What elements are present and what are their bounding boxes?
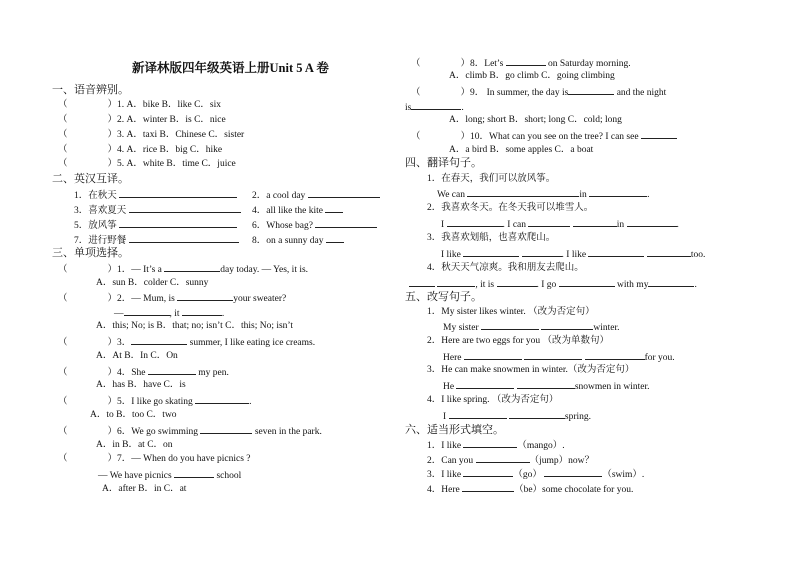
list-item: （ ）2. A．winter B．is C．nice	[58, 115, 226, 125]
question: （ ）1．— It’s a day today. — Yes, it is.	[58, 262, 308, 276]
section-3-heading: 三、单项选择。	[52, 247, 129, 259]
rewrite-prompt: 4．I like spring. （改为否定句）	[427, 395, 559, 405]
question: （ ）10．What can you see on the tree? I can see	[411, 129, 677, 143]
answer-line: I like . I like too.	[441, 247, 705, 261]
question: （ ）9． In summer, the day is and the night	[411, 85, 666, 99]
list-item: （ ）5. A．white B．time C．juice	[58, 159, 236, 169]
question-options: A．At B．In C．On	[96, 351, 178, 361]
answer-line: We can in .	[437, 187, 650, 201]
answer-line: Here for you.	[443, 350, 675, 364]
rewrite-prompt: 3．He can make snowmen in winter.（改为否定句）	[427, 365, 635, 375]
question: （ ）7．— When do you have picnics ?	[58, 454, 251, 464]
question-line: is .	[405, 100, 464, 114]
question: （ ）5．I like go skating .	[58, 394, 252, 408]
list-item: （ ）3. A．taxi B．Chinese C．sister	[58, 130, 245, 140]
translate-prompt: 4．秋天天气凉爽。我和朋友去爬山。	[427, 263, 584, 273]
list-item: 8．on a sunny day	[252, 233, 344, 247]
question-options: A．this; No; is B．that; no; isn’t C．this; No; isn’t	[96, 321, 294, 331]
question: （ ）8．Let’s on Saturday morning.	[411, 56, 631, 70]
section-1-heading: 一、语音辨别。	[52, 84, 129, 96]
section-2-heading: 二、英汉互译。	[52, 173, 129, 185]
rewrite-prompt: 1．My sister likes winter. （改为否定句）	[427, 307, 595, 317]
question: （ ）2．— Mum, is your sweater?	[58, 291, 286, 305]
page-title: 新译林版四年级英语上册Unit 5 A 卷	[132, 61, 329, 75]
translate-prompt: 3．我喜欢划船，也喜欢爬山。	[427, 233, 556, 243]
question-options: A．has B．have C．is	[96, 380, 186, 390]
list-item: （ ）4. A．rice B．big C．hike	[58, 145, 223, 155]
list-item: 3．喜欢夏天	[74, 203, 241, 217]
answer-line: I spring.	[443, 409, 591, 423]
question-line: — , it .	[114, 306, 224, 320]
list-item: （ ）1. A．bike B．like C．six	[58, 100, 222, 110]
question-options: A．to B．too C．two	[90, 410, 177, 420]
fill-item: 1．I like （mango）.	[427, 438, 565, 452]
question: （ ）6．We go swimming seven in the park.	[58, 424, 322, 438]
fill-item: 3．I like （go） （swim）.	[427, 467, 644, 481]
section-5-heading: 五、改写句子。	[405, 291, 482, 303]
question-options: A．in B．at C．on	[96, 440, 173, 450]
question: （ ）3． summer, I like eating ice creams.	[58, 335, 315, 349]
question-options: A．a bird B．some apples C．a boat	[449, 145, 594, 155]
list-item: 7．进行野餐	[74, 233, 239, 247]
translate-prompt: 1．在春天，我们可以放风筝。	[427, 174, 556, 184]
section-4-heading: 四、翻译句子。	[405, 157, 482, 169]
rewrite-prompt: 2．Here are two eggs for you （改为单数句）	[427, 336, 610, 346]
answer-line: I . I can in .	[441, 217, 679, 231]
fill-item: 2．Can you （jump）now？	[427, 453, 594, 467]
list-item: 4．all like the kite	[252, 203, 343, 217]
question: （ ）4．She my pen.	[58, 365, 229, 379]
question-options: A．long; short B．short; long C．cold; long	[449, 115, 622, 125]
list-item: 2．a cool day	[252, 188, 380, 202]
translate-prompt: 2．我喜欢冬天。在冬天我可以堆雪人。	[427, 203, 594, 213]
section-6-heading: 六、适当形式填空。	[405, 424, 504, 436]
question-options: A．sun B．colder C．sunny	[96, 278, 209, 288]
list-item: 6．Whose bag?	[252, 218, 377, 232]
question-line: — We have picnics school	[98, 468, 241, 482]
list-item: 1．在秋天	[74, 188, 237, 202]
answer-line: My sister winter.	[443, 320, 620, 334]
list-item: 5．放风筝	[74, 218, 237, 232]
answer-line: , it is . I go with my .	[409, 277, 697, 291]
question-options: A．after B．in C．at	[102, 484, 187, 494]
fill-item: 4．Here （be）some chocolate for you.	[427, 482, 633, 496]
question-options: A．climb B．go climb C．going climbing	[449, 71, 615, 81]
answer-line: He snowmen in winter.	[443, 379, 650, 393]
